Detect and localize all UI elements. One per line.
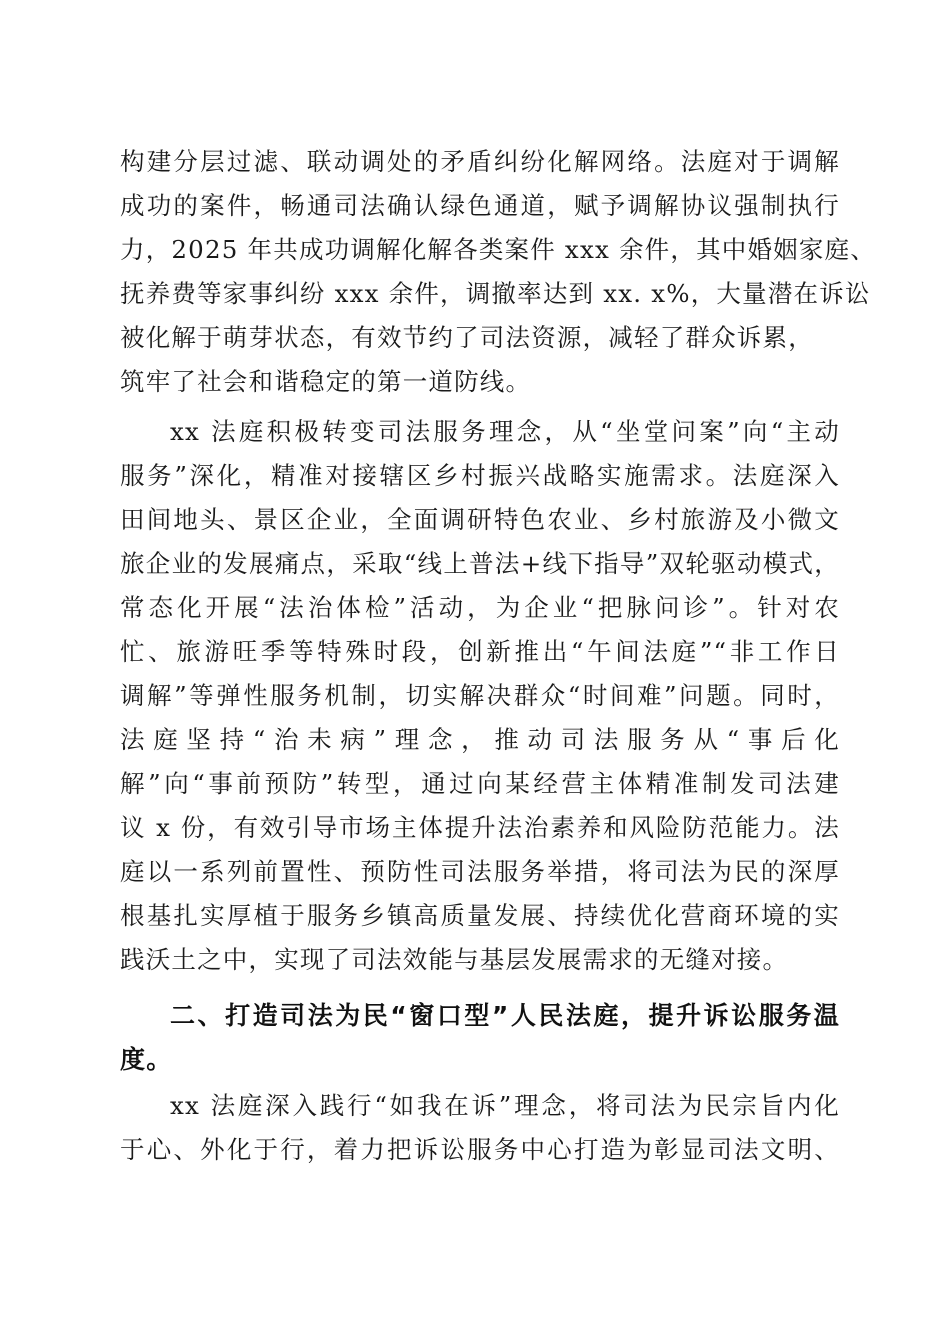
heading-line: 度。 [120, 1045, 173, 1074]
text-line: 践沃土之中，实现了司法效能与基层发展需求的无缝对接。 [120, 945, 789, 974]
text-line: 旅企业的发展痛点，采取“线上普法+线下指导”双轮驱动模式， [120, 549, 840, 578]
text-line: 法庭坚持“治未病”理念，推动司法服务从“事后化 [120, 725, 840, 754]
text-line: 田间地头、景区企业，全面调研特色农业、乡村旅游及小微文 [120, 505, 840, 534]
text-line: xx 法庭积极转变司法服务理念，从“坐堂问案”向“主动 [170, 417, 840, 446]
text-line: 根基扎实厚植于服务乡镇高质量发展、持续优化营商环境的实 [120, 901, 840, 930]
text-line: 调解”等弹性服务机制，切实解决群众“时间难”问题。同时， [120, 681, 840, 710]
text-line: 忙、旅游旺季等特殊时段，创新推出“午间法庭”“非工作日 [120, 637, 840, 666]
text-line: 议 x 份，有效引导市场主体提升法治素养和风险防范能力。法 [120, 813, 840, 842]
text-line: 抚养费等家事纠纷 xxx 余件，调撤率达到 xx. x%，大量潜在诉讼 [120, 279, 871, 308]
text-line: 解”向“事前预防”转型，通过向某经营主体精准制发司法建 [120, 769, 840, 798]
text-line: 服务”深化，精准对接辖区乡村振兴战略实施需求。法庭深入 [120, 461, 840, 490]
text-line: xx 法庭深入践行“如我在诉”理念，将司法为民宗旨内化 [170, 1091, 840, 1120]
text-line: 构建分层过滤、联动调处的矛盾纠纷化解网络。法庭对于调解 [120, 147, 840, 176]
heading-line: 二、打造司法为民“窗口型”人民法庭，提升诉讼服务温 [170, 1001, 840, 1030]
text-line: 常态化开展“法治体检”活动，为企业“把脉问诊”。针对农 [120, 593, 840, 622]
text-line: 力，2025 年共成功调解化解各类案件 xxx 余件，其中婚姻家庭、 [120, 235, 876, 264]
text-line: 庭以一系列前置性、预防性司法服务举措，将司法为民的深厚 [120, 857, 840, 886]
text-line: 成功的案件，畅通司法确认绿色通道，赋予调解协议强制执行 [120, 191, 840, 220]
text-line: 被化解于萌芽状态，有效节约了司法资源，减轻了群众诉累， [120, 323, 814, 352]
text-line: 于心、外化于行，着力把诉讼服务中心打造为彰显司法文明、 [120, 1135, 840, 1164]
text-line: 筑牢了社会和谐稳定的第一道防线。 [120, 367, 532, 396]
